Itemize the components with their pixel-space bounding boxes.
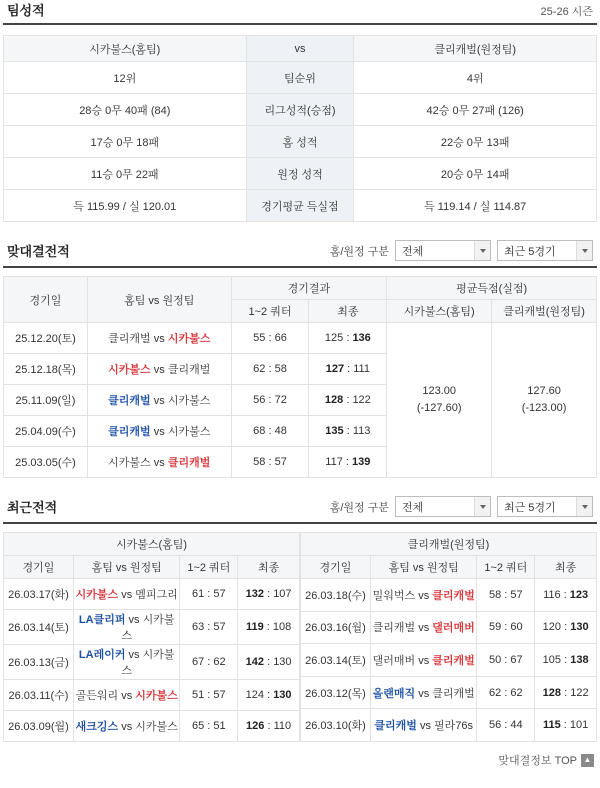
away-team: 댈러매버 — [432, 622, 475, 635]
avg-away-value: 127.60 — [527, 384, 561, 397]
avg-away-conceded: (-123.00) — [521, 402, 567, 414]
match-date: 25.12.20(토) — [4, 323, 88, 354]
final-score: 132 : 107 — [238, 579, 300, 610]
home-team: 클리캐벌 — [108, 426, 151, 438]
table-header-row-2 — [301, 556, 597, 579]
chevron-down-icon — [576, 241, 592, 260]
recent-filters — [330, 496, 593, 517]
back-to-top[interactable] — [0, 752, 594, 768]
match-teams — [370, 579, 476, 612]
match-date: 25.12.18(목) — [4, 354, 88, 385]
away-team: 클리캐벌 — [432, 589, 475, 602]
final-left: 132 — [245, 588, 264, 600]
home-team: 클리캐벌 — [372, 622, 416, 635]
recent-home-table — [3, 532, 300, 742]
table-row — [4, 190, 597, 222]
col-matchup: 홈팀 vs 원정팀 — [370, 556, 476, 579]
match-date: 26.03.18(수) — [301, 579, 371, 612]
recent-homeaway-value: 전체 — [402, 501, 424, 514]
match-teams — [87, 416, 231, 447]
vs-label: vs — [128, 649, 143, 661]
vs-label: vs — [153, 457, 168, 469]
h2h-homeaway-value: 전체 — [402, 245, 424, 258]
quarter-score: 58 : 57 — [231, 447, 309, 478]
final-right: 130 — [570, 621, 589, 634]
final-score: 135 : 113 — [309, 416, 387, 447]
col-final: 최종 — [535, 556, 597, 579]
away-team: 클리캐벌 — [432, 654, 475, 667]
match-date: 25.11.09(일) — [4, 385, 88, 416]
home-team: LA클리퍼 — [78, 614, 126, 626]
vs-label: vs — [153, 426, 168, 438]
final-right: 130 — [273, 656, 292, 668]
home-team: 클리캐벌 — [374, 720, 417, 733]
chevron-down-icon — [474, 241, 490, 260]
match-teams — [87, 447, 231, 478]
home-value: 12위 — [4, 62, 247, 94]
match-date: 26.03.13(금) — [4, 645, 74, 680]
table-header-row — [4, 533, 300, 556]
vs-label: vs — [128, 614, 143, 626]
quarter-score: 58 : 57 — [477, 579, 535, 612]
vs-label: vs — [419, 720, 435, 733]
home-team: 시카불스 — [75, 589, 119, 601]
vs-label: vs — [418, 654, 433, 667]
final-score: 105 : 138 — [535, 644, 597, 677]
table-row — [301, 579, 597, 612]
home-team: 밀워벅스 — [372, 589, 416, 602]
recent-away-title: 클리캐벌(원정팀) — [301, 533, 597, 556]
home-team: 시카불스 — [108, 457, 151, 469]
table-row — [4, 579, 300, 610]
quarter-score: 62 : 62 — [477, 676, 535, 709]
h2h-filter-label: 홈/원정 구분 — [329, 245, 389, 258]
recent-home-title: 시카불스(홈팀) — [4, 533, 300, 556]
quarter-score: 67 : 62 — [180, 645, 238, 680]
away-team: 클리캐벌 — [167, 364, 211, 376]
vs-label: vs — [153, 395, 168, 407]
col-date: 경기일 — [4, 556, 74, 579]
away-team: 멤피그리 — [135, 589, 178, 601]
match-date: 26.03.14(토) — [301, 644, 371, 677]
final-left: 142 — [245, 656, 264, 668]
row-label: 리그성적(승점) — [246, 94, 354, 126]
vs-label: vs — [418, 687, 433, 700]
final-score: 125 : 136 — [309, 323, 387, 354]
match-teams — [73, 680, 179, 711]
away-team: 시카불스 — [135, 721, 178, 733]
match-date: 26.03.09(월) — [4, 711, 74, 742]
quarter-score: 56 : 44 — [477, 709, 535, 742]
final-score: 124 : 130 — [238, 680, 300, 711]
final-left: 105 — [542, 653, 562, 666]
match-teams — [73, 579, 179, 610]
away-team: 시카불스 — [167, 333, 211, 345]
match-teams — [370, 644, 476, 677]
match-teams — [370, 709, 476, 742]
h2h-table — [3, 276, 597, 478]
table-row — [4, 610, 300, 645]
col-matchup: 홈팀 vs 원정팀 — [73, 556, 179, 579]
final-score: 115 : 101 — [535, 709, 597, 742]
match-date: 26.03.12(목) — [301, 676, 371, 709]
recent-title: 최근전적 — [7, 500, 58, 515]
h2h-range-select[interactable] — [497, 240, 593, 261]
final-right: 123 — [569, 588, 589, 601]
col-away-team: 클리캐벌(원정팀) — [354, 36, 597, 62]
quarter-score: 55 : 66 — [231, 323, 309, 354]
row-label: 경기평균 득실점 — [246, 190, 354, 222]
away-team: 시카불스 — [121, 649, 175, 677]
final-left: 120 — [542, 621, 562, 634]
home-team: 골든워리 — [75, 690, 119, 702]
final-left: 135 — [325, 425, 344, 437]
col-date: 경기일 — [301, 556, 371, 579]
final-score: 120 : 130 — [535, 611, 597, 644]
final-score: 119 : 108 — [238, 610, 300, 645]
col-final: 최종 — [309, 300, 387, 323]
final-right: 107 — [273, 588, 292, 600]
final-right: 130 — [273, 689, 292, 701]
avg-away-cell — [492, 323, 597, 478]
away-team: 시카불스 — [167, 395, 211, 407]
season-label: 25-26 시즌 — [540, 6, 593, 18]
table-row — [4, 711, 300, 742]
table-row — [4, 645, 300, 680]
match-date: 25.04.09(수) — [4, 416, 88, 447]
table-row — [4, 126, 597, 158]
final-right: 138 — [570, 653, 589, 666]
col-matchup: 홈팀 vs 원정팀 — [87, 277, 231, 323]
table-header-row-2 — [4, 556, 300, 579]
table-row — [4, 323, 597, 354]
table-row — [4, 680, 300, 711]
match-teams — [87, 385, 231, 416]
quarter-score: 61 : 57 — [180, 579, 238, 610]
final-left: 124 — [245, 689, 264, 701]
away-team: 시카불스 — [121, 614, 175, 642]
table-row — [4, 62, 597, 94]
row-label: 팀순위 — [246, 62, 354, 94]
final-left: 127 — [325, 363, 345, 375]
arrow-up-icon: ▲ — [581, 754, 594, 767]
away-team: 필라76s — [434, 720, 474, 733]
quarter-score: 51 : 57 — [180, 680, 238, 711]
home-team: 시카불스 — [108, 364, 151, 376]
match-date: 26.03.16(월) — [301, 611, 371, 644]
final-left: 116 — [543, 588, 561, 601]
vs-label: vs — [418, 589, 433, 602]
col-vs: vs — [246, 36, 354, 62]
col-quarter: 1~2 쿼터 — [477, 556, 535, 579]
table-row — [301, 611, 597, 644]
away-team: 클리캐벌 — [167, 457, 211, 469]
away-value: 4위 — [354, 62, 597, 94]
final-left: 125 — [324, 332, 344, 344]
quarter-score: 68 : 48 — [231, 416, 309, 447]
recent-range-select[interactable] — [497, 496, 593, 517]
final-left: 126 — [246, 720, 265, 732]
match-teams — [73, 711, 179, 742]
final-right: 139 — [352, 456, 371, 468]
home-team: LA레이커 — [78, 649, 126, 661]
table-row — [301, 676, 597, 709]
quarter-score: 65 : 51 — [180, 711, 238, 742]
recent-away-table — [300, 532, 597, 742]
final-right: 108 — [272, 621, 292, 633]
table-row — [4, 158, 597, 190]
col-final: 최종 — [238, 556, 300, 579]
away-value: 42승 0무 27패 (126) — [354, 94, 597, 126]
h2h-section-header — [3, 240, 597, 268]
quarter-score: 63 : 57 — [180, 610, 238, 645]
recent-filter-label: 홈/원정 구분 — [329, 501, 389, 514]
final-score: 128 : 122 — [309, 385, 387, 416]
vs-label: vs — [121, 589, 136, 601]
page-title: 팀성적 — [7, 3, 45, 18]
col-avg-away: 클리캐벌(원정팀) — [492, 300, 597, 323]
table-header-row — [4, 36, 597, 62]
team-section-header — [3, 0, 597, 25]
away-value: 득 119.14 / 실 114.87 — [354, 190, 597, 222]
match-date: 25.03.05(수) — [4, 447, 88, 478]
home-team: 댈러매버 — [372, 654, 416, 667]
col-result-group: 경기결과 — [231, 277, 387, 300]
final-right: 122 — [570, 686, 589, 699]
team-compare-table — [3, 35, 597, 222]
table-header-row — [301, 533, 597, 556]
col-avg-home: 시카불스(홈팀) — [387, 300, 492, 323]
col-home-team: 시카불스(홈팀) — [4, 36, 247, 62]
final-score: 142 : 130 — [238, 645, 300, 680]
final-left: 128 — [324, 394, 344, 406]
away-team: 시카불스 — [135, 690, 178, 702]
final-left: 119 — [245, 621, 264, 633]
h2h-title: 맞대결전적 — [7, 244, 70, 259]
match-teams — [87, 323, 231, 354]
avg-home-value: 123.00 — [422, 384, 457, 397]
recent-homeaway-select[interactable] — [395, 496, 491, 517]
home-value: 17승 0무 18패 — [4, 126, 247, 158]
recent-section-header — [3, 496, 597, 524]
home-value: 28승 0무 40패 (84) — [4, 94, 247, 126]
h2h-homeaway-select[interactable] — [395, 240, 491, 261]
final-right: 122 — [352, 394, 371, 406]
table-header-row — [4, 277, 597, 300]
match-date: 26.03.17(화) — [4, 579, 74, 610]
home-team: 클리캐벌 — [108, 395, 151, 407]
away-team: 시카불스 — [167, 426, 211, 438]
table-row — [4, 94, 597, 126]
away-team: 클리캐벌 — [432, 687, 475, 700]
vs-label: vs — [418, 622, 433, 635]
row-label: 홈 성적 — [246, 126, 354, 158]
match-teams — [73, 610, 179, 645]
table-row — [301, 644, 597, 677]
final-score: 128 : 122 — [535, 676, 597, 709]
match-date: 26.03.14(토) — [4, 610, 74, 645]
final-score: 116 : 123 — [535, 579, 597, 612]
match-date: 26.03.10(화) — [301, 709, 371, 742]
final-left: 128 — [542, 686, 562, 699]
quarter-score: 59 : 60 — [477, 611, 535, 644]
home-value: 득 115.99 / 실 120.01 — [4, 190, 247, 222]
final-right: 113 — [352, 425, 371, 437]
chevron-down-icon — [474, 497, 490, 516]
vs-label: vs — [153, 364, 168, 376]
table-row — [301, 709, 597, 742]
home-team: 새크깅스 — [75, 721, 119, 733]
col-quarter: 1~2 쿼터 — [231, 300, 309, 323]
quarter-score: 56 : 72 — [231, 385, 309, 416]
recent-range-value: 최근 5경기 — [504, 501, 556, 514]
chevron-down-icon — [576, 497, 592, 516]
avg-home-cell — [387, 323, 492, 478]
avg-home-conceded: (-127.60) — [416, 402, 462, 414]
back-to-top-label: 맞대결정보 TOP — [498, 755, 577, 767]
final-right: 101 — [569, 719, 589, 732]
vs-label: vs — [121, 690, 136, 702]
final-right: 136 — [352, 332, 371, 344]
col-date: 경기일 — [4, 277, 88, 323]
away-value: 22승 0무 13패 — [354, 126, 597, 158]
match-teams — [370, 611, 476, 644]
home-team: 올랜매직 — [372, 687, 416, 700]
match-teams — [73, 645, 179, 680]
final-score: 117 : 139 — [309, 447, 387, 478]
home-team: 클리캐벌 — [108, 333, 151, 345]
match-teams — [370, 676, 476, 709]
quarter-score: 50 : 67 — [477, 644, 535, 677]
match-date: 26.03.11(수) — [4, 680, 74, 711]
home-value: 11승 0무 22패 — [4, 158, 247, 190]
final-right: 110 — [273, 720, 292, 732]
quarter-score: 62 : 58 — [231, 354, 309, 385]
final-left: 115 — [542, 719, 561, 732]
recent-tables — [3, 532, 597, 742]
h2h-filters — [330, 240, 593, 261]
match-teams — [87, 354, 231, 385]
col-quarter: 1~2 쿼터 — [180, 556, 238, 579]
row-label: 원정 성적 — [246, 158, 354, 190]
away-value: 20승 0무 14패 — [354, 158, 597, 190]
final-left: 117 — [325, 456, 343, 468]
col-avg-group: 평균득점(실점) — [387, 277, 597, 300]
final-right: 111 — [353, 363, 370, 375]
final-score: 126 : 110 — [238, 711, 300, 742]
h2h-range-value: 최근 5경기 — [504, 245, 556, 258]
final-score: 127 : 111 — [309, 354, 387, 385]
vs-label: vs — [153, 333, 168, 345]
vs-label: vs — [121, 721, 136, 733]
